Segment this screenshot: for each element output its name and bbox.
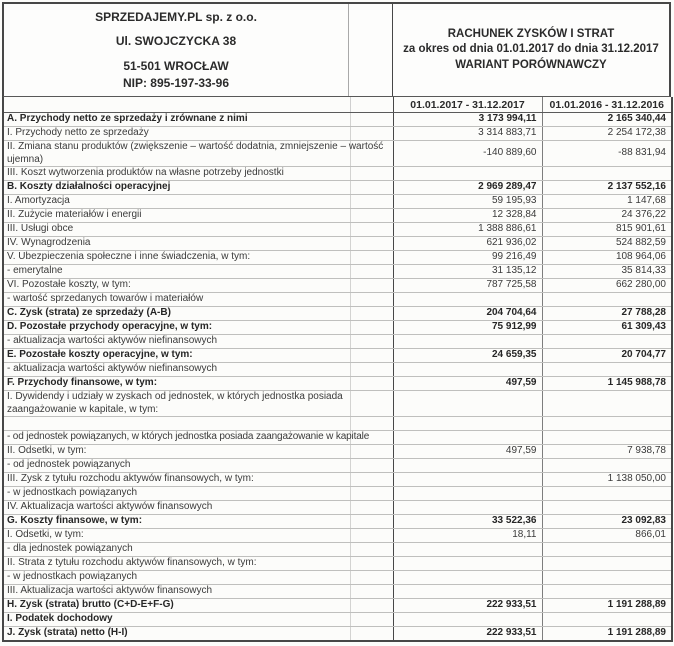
table-row [3, 127, 672, 141]
table-row [3, 529, 672, 543]
row-value-2017: 99 216,49 [393, 251, 542, 265]
row-value-2016 [542, 363, 672, 377]
row-value-2016 [542, 391, 672, 417]
company-nip: NIP: 895-197-33-96 [122, 76, 230, 90]
row-label: II. Zużycie materiałów i energii [3, 209, 393, 223]
row-label: - dla jednostek powiązanych [3, 543, 393, 557]
row-label: A. Przychody netto ze sprzedaży i zrównane z nimi [3, 113, 393, 127]
row-value-2016 [542, 417, 672, 431]
row-label: G. Koszty finansowe, w tym: [3, 515, 393, 529]
row-value-2016 [542, 557, 672, 571]
row-label: VI. Pozostałe koszty, w tym: [3, 279, 393, 293]
row-label: II. Zmiana stanu produktów (zwiększenie – wartość dodatnia, zmniejszenie – wartość ujemna) [3, 141, 393, 167]
row-value-2017 [393, 335, 542, 349]
row-value-2016: 815 901,61 [542, 223, 672, 237]
table-row [3, 237, 672, 251]
company-info-block [4, 4, 349, 96]
row-label: C. Zysk (strata) ze sprzedaży (A-B) [3, 307, 393, 321]
table-row [3, 113, 672, 127]
company-address-city: 51-501 WROCŁAW [123, 59, 229, 73]
row-value-2016: 1 138 050,00 [542, 473, 672, 487]
column-header-2016: 01.01.2016 - 31.12.2016 [542, 97, 672, 113]
row-value-2017: 33 522,36 [393, 515, 542, 529]
table-row [3, 417, 672, 431]
row-value-2017: 75 912,99 [393, 321, 542, 335]
table-row [3, 321, 672, 335]
table-row [3, 613, 672, 627]
report-title: RACHUNEK ZYSKÓW I STRAT [447, 27, 615, 40]
row-value-2017: 31 135,12 [393, 265, 542, 279]
row-label: III. Koszt wytworzenia produktów na własne potrzeby jednostki [3, 167, 393, 181]
row-value-2017 [393, 613, 542, 627]
row-value-2017: 222 933,51 [393, 599, 542, 613]
table-row [3, 251, 672, 265]
row-value-2017 [393, 571, 542, 585]
table-row [3, 599, 672, 613]
row-value-2016: 24 376,22 [542, 209, 672, 223]
row-value-2017 [393, 431, 542, 445]
table-row [3, 487, 672, 501]
table-row [3, 571, 672, 585]
row-value-2016 [542, 487, 672, 501]
row-value-2016: 1 191 288,89 [542, 599, 672, 613]
row-value-2016 [542, 571, 672, 585]
document-header [2, 2, 671, 97]
row-value-2016: -88 831,94 [542, 141, 672, 167]
row-value-2016 [542, 293, 672, 307]
row-value-2016 [542, 459, 672, 473]
row-value-2017: 3 314 883,71 [393, 127, 542, 141]
table-row [3, 307, 672, 321]
row-value-2017 [393, 293, 542, 307]
row-value-2017: 222 933,51 [393, 627, 542, 642]
row-label: - od jednostek powiązanych [3, 459, 393, 473]
row-value-2017 [393, 501, 542, 515]
row-label: - wartość sprzedanych towarów i materiałów [3, 293, 393, 307]
row-value-2016: 1 191 288,89 [542, 627, 672, 642]
row-label: IV. Wynagrodzenia [3, 237, 393, 251]
row-label: I. Podatek dochodowy [3, 613, 393, 627]
table-row [3, 167, 672, 181]
row-value-2017 [393, 391, 542, 417]
row-value-2017: 497,59 [393, 445, 542, 459]
row-label [3, 417, 393, 431]
row-value-2016: 61 309,43 [542, 321, 672, 335]
row-label: - w jednostkach powiązanych [3, 487, 393, 501]
column-header-row [3, 97, 672, 113]
row-value-2017: 621 936,02 [393, 237, 542, 251]
row-label: - w jednostkach powiązanych [3, 571, 393, 585]
row-value-2017 [393, 543, 542, 557]
row-label: B. Koszty działalności operacyjnej [3, 181, 393, 195]
table-row [3, 473, 672, 487]
pnl-table-body [3, 113, 672, 642]
row-value-2017 [393, 487, 542, 501]
row-label: J. Zysk (strata) netto (H-I) [3, 627, 393, 642]
report-period: za okres od dnia 01.01.2017 do dnia 31.12.2017 [403, 43, 659, 56]
row-value-2017 [393, 417, 542, 431]
row-label: V. Ubezpieczenia społeczne i inne świadczenia, w tym: [3, 251, 393, 265]
table-row [3, 349, 672, 363]
profit-loss-statement [2, 2, 671, 642]
table-row [3, 515, 672, 529]
row-value-2017 [393, 585, 542, 599]
row-label: - aktualizacja wartości aktywów niefinansowych [3, 335, 393, 349]
table-row [3, 293, 672, 307]
row-value-2017 [393, 363, 542, 377]
row-label: - emerytalne [3, 265, 393, 279]
row-value-2017: 497,59 [393, 377, 542, 391]
table-row [3, 195, 672, 209]
row-value-2016: 1 147,68 [542, 195, 672, 209]
table-row [3, 585, 672, 599]
table-row [3, 627, 672, 642]
table-row [3, 141, 672, 167]
row-value-2016: 2 137 552,16 [542, 181, 672, 195]
table-row [3, 459, 672, 473]
row-label: III. Usługi obce [3, 223, 393, 237]
table-row [3, 363, 672, 377]
row-value-2016 [542, 167, 672, 181]
row-label: F. Przychody finansowe, w tym: [3, 377, 393, 391]
header-spacer-cell [349, 4, 393, 96]
table-row [3, 335, 672, 349]
row-value-2017: 3 173 994,11 [393, 113, 542, 127]
table-row [3, 377, 672, 391]
table-row [3, 209, 672, 223]
row-value-2017 [393, 473, 542, 487]
row-label: I. Dywidendy i udziały w zyskach od jednostek, w których jednostka posiada zaangażowanie w kapitale, w tym: [3, 391, 393, 417]
row-label: - aktualizacja wartości aktywów niefinansowych [3, 363, 393, 377]
row-label: E. Pozostałe koszty operacyjne, w tym: [3, 349, 393, 363]
row-value-2016 [542, 431, 672, 445]
table-row [3, 501, 672, 515]
row-value-2017: 59 195,93 [393, 195, 542, 209]
row-label: I. Odsetki, w tym: [3, 529, 393, 543]
row-label: D. Pozostałe przychody operacyjne, w tym: [3, 321, 393, 335]
row-label: II. Strata z tytułu rozchodu aktywów finansowych, w tym: [3, 557, 393, 571]
row-label: III. Zysk z tytułu rozchodu aktywów finansowych, w tym: [3, 473, 393, 487]
row-value-2016 [542, 335, 672, 349]
table-row [3, 279, 672, 293]
table-row [3, 391, 672, 417]
row-value-2017: 12 328,84 [393, 209, 542, 223]
row-label: I. Przychody netto ze sprzedaży [3, 127, 393, 141]
row-value-2016: 20 704,77 [542, 349, 672, 363]
row-value-2016: 27 788,28 [542, 307, 672, 321]
table-row [3, 543, 672, 557]
row-label: III. Aktualizacja wartości aktywów finansowych [3, 585, 393, 599]
row-value-2016: 2 165 340,44 [542, 113, 672, 127]
row-value-2016: 2 254 172,38 [542, 127, 672, 141]
row-value-2017: 787 725,58 [393, 279, 542, 293]
row-value-2016: 7 938,78 [542, 445, 672, 459]
row-label: II. Odsetki, w tym: [3, 445, 393, 459]
row-value-2017: 204 704,64 [393, 307, 542, 321]
row-value-2016 [542, 543, 672, 557]
row-value-2016 [542, 501, 672, 515]
row-value-2016: 108 964,06 [542, 251, 672, 265]
company-name: SPRZEDAJEMY.PL sp. z o.o. [95, 10, 257, 24]
row-value-2017: -140 889,60 [393, 141, 542, 167]
table-row [3, 445, 672, 459]
row-value-2017 [393, 459, 542, 473]
row-value-2016 [542, 585, 672, 599]
pnl-table [2, 97, 673, 642]
row-value-2017 [393, 167, 542, 181]
table-row [3, 431, 672, 445]
row-value-2016: 1 145 988,78 [542, 377, 672, 391]
label-column-header [3, 97, 393, 113]
company-address-street: Ul. SWOJCZYCKA 38 [115, 34, 237, 48]
column-header-2017: 01.01.2017 - 31.12.2017 [393, 97, 542, 113]
report-variant: WARIANT PORÓWNAWCZY [455, 58, 607, 71]
row-value-2017: 1 388 886,61 [393, 223, 542, 237]
table-row [3, 265, 672, 279]
row-value-2017: 2 969 289,47 [393, 181, 542, 195]
row-value-2016: 662 280,00 [542, 279, 672, 293]
row-value-2016: 23 092,83 [542, 515, 672, 529]
row-value-2016: 866,01 [542, 529, 672, 543]
row-value-2016 [542, 613, 672, 627]
table-row [3, 557, 672, 571]
row-label: I. Amortyzacja [3, 195, 393, 209]
row-label: IV. Aktualizacja wartości aktywów finansowych [3, 501, 393, 515]
row-value-2016: 35 814,33 [542, 265, 672, 279]
row-value-2017 [393, 557, 542, 571]
row-label: H. Zysk (strata) brutto (C+D-E+F-G) [3, 599, 393, 613]
row-label: - od jednostek powiązanych, w których jednostka posiada zaangażowanie w kapitale [3, 431, 393, 445]
table-row [3, 223, 672, 237]
row-value-2016: 524 882,59 [542, 237, 672, 251]
report-title-block [393, 4, 669, 96]
row-value-2017: 18,11 [393, 529, 542, 543]
table-row [3, 181, 672, 195]
row-value-2017: 24 659,35 [393, 349, 542, 363]
